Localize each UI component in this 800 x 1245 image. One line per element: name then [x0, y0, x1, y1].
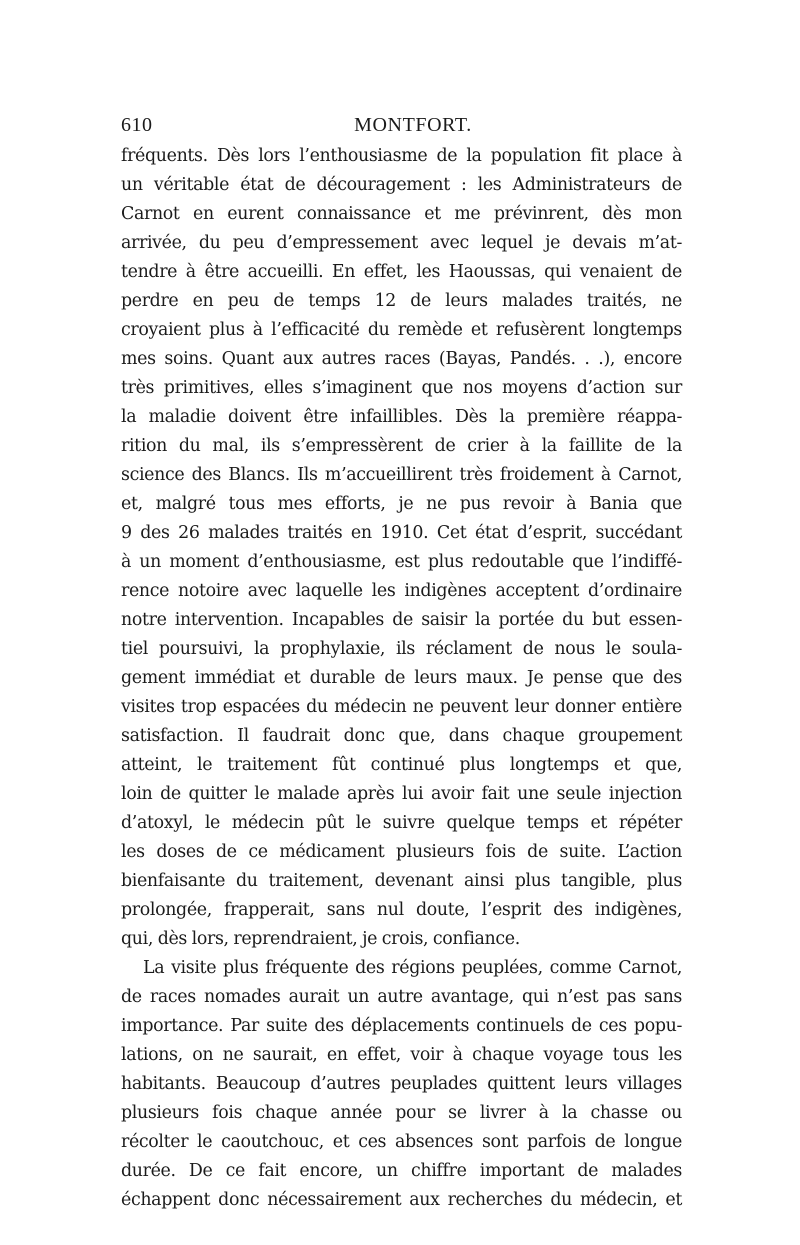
- text-line: croyaient plus à l’efficacité du remède et refusèrent longtemps: [121, 320, 682, 340]
- text-line: science des Blancs. Ils m’accueillirent très froidement à Carnot,: [121, 465, 682, 485]
- text-line: tiel poursuivi, la prophylaxie, ils réclament de nous le soula-: [121, 639, 682, 659]
- body-text: [121, 142, 682, 1215]
- running-title: MONTFORT.: [354, 114, 472, 136]
- text-line: et, malgré tous mes efforts, je ne pus revoir à Bania que: [121, 494, 682, 514]
- running-head: [121, 114, 685, 144]
- text-line: importance. Par suite des déplacements continuels de ces popu-: [121, 1016, 682, 1036]
- text-line: d’atoxyl, le médecin pût le suivre quelque temps et répéter: [121, 813, 682, 833]
- text-line: La visite plus fréquente des régions peuplées, comme Carnot,: [143, 958, 682, 978]
- text-line: rition du mal, ils s’empressèrent de crier à la faillite de la: [121, 436, 682, 456]
- text-line: perdre en peu de temps 12 de leurs malades traités, ne: [121, 291, 682, 311]
- text-line: la maladie doivent être infaillibles. Dès la première réappa-: [121, 407, 682, 427]
- text-line: fréquents. Dès lors l’enthousiasme de la population fit place à: [121, 146, 682, 166]
- text-line: à un moment d’enthousiasme, est plus redoutable que l’indiffé-: [121, 552, 682, 572]
- text-line: arrivée, du peu d’empressement avec lequel je devais m’at-: [121, 233, 682, 253]
- text-line: notre intervention. Incapables de saisir la portée du but essen-: [121, 610, 682, 630]
- text-line: Carnot en eurent connaissance et me prévinrent, dès mon: [121, 204, 682, 224]
- text-line: mes soins. Quant aux autres races (Bayas, Pandés. . .), encore: [121, 349, 682, 369]
- text-line: gement immédiat et durable de leurs maux. Je pense que des: [121, 668, 682, 688]
- text-line: visites trop espacées du médecin ne peuvent leur donner entière: [121, 697, 682, 717]
- text-line: tendre à être accueilli. En effet, les Haoussas, qui venaient de: [121, 262, 682, 282]
- text-line: de races nomades aurait un autre avantage, qui n’est pas sans: [121, 987, 682, 1007]
- text-line: satisfaction. Il faudrait donc que, dans chaque groupement: [121, 726, 682, 746]
- text-line: rence notoire avec laquelle les indigènes acceptent d’ordinaire: [121, 581, 682, 601]
- text-line: durée. De ce fait encore, un chiffre important de malades: [121, 1161, 682, 1181]
- text-line: qui, dès lors, reprendraient, je crois, confiance.: [121, 929, 520, 949]
- text-line: récolter le caoutchouc, et ces absences sont parfois de longue: [121, 1132, 682, 1152]
- text-line: lations, on ne saurait, en effet, voir à chaque voyage tous les: [121, 1045, 682, 1065]
- text-line: 9 des 26 malades traités en 1910. Cet état d’esprit, succédant: [121, 523, 682, 543]
- text-line: atteint, le traitement fût continué plus longtemps et que,: [121, 755, 682, 775]
- text-line: prolongée, frapperait, sans nul doute, l’esprit des indigènes,: [121, 900, 682, 920]
- text-line: très primitives, elles s’imaginent que nos moyens d’action sur: [121, 378, 682, 398]
- text-line: les doses de ce médicament plusieurs fois de suite. L’action: [121, 842, 682, 862]
- text-line: plusieurs fois chaque année pour se livrer à la chasse ou: [121, 1103, 682, 1123]
- text-line: bienfaisante du traitement, devenant ainsi plus tangible, plus: [121, 871, 682, 891]
- page-number: 610: [121, 114, 153, 136]
- text-line: échappent donc nécessairement aux recherches du médecin, et: [121, 1190, 682, 1210]
- text-line: habitants. Beaucoup d’autres peuplades quittent leurs villages: [121, 1074, 682, 1094]
- text-line: loin de quitter le malade après lui avoir fait une seule injection: [121, 784, 682, 804]
- text-line: un véritable état de découragement : les Administrateurs de: [121, 175, 682, 195]
